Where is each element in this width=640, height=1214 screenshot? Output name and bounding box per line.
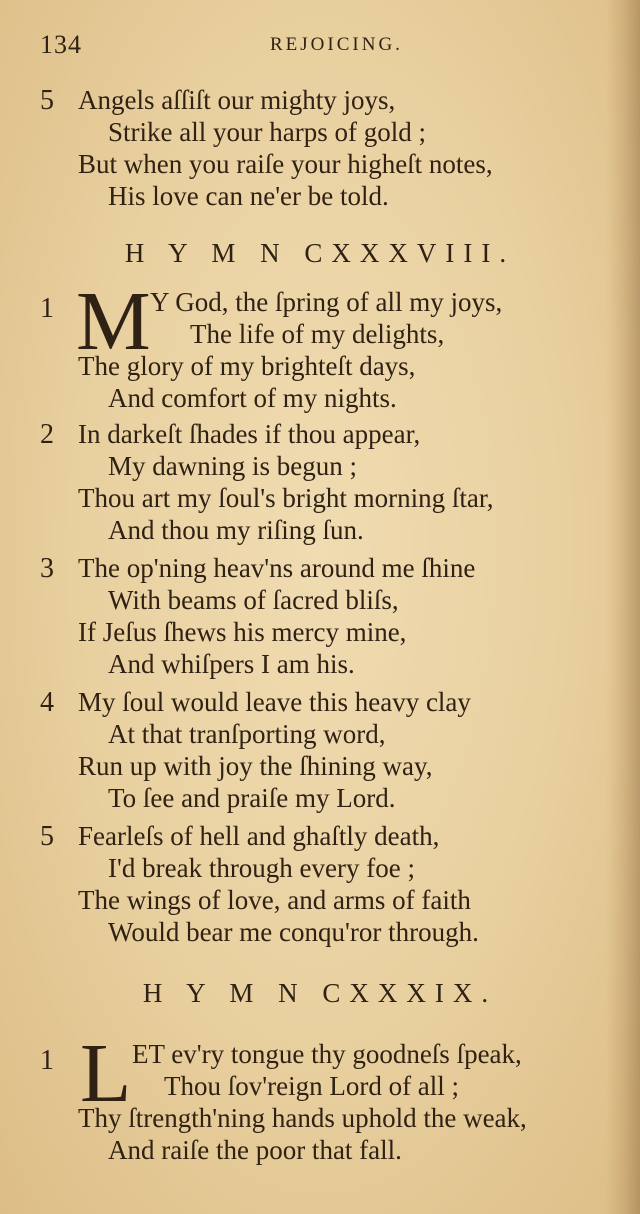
verse-line: To ſee and praiſe my Lord. xyxy=(108,783,396,813)
verse-line: Strike all your harps of gold ; xyxy=(108,117,426,147)
verse-line: Thou ſov'reign Lord of all ; xyxy=(164,1071,460,1101)
verse-line: Fearleſs of hell and ghaſtly death, xyxy=(78,821,440,851)
verse-line: The op'ning heav'ns around me ſhine xyxy=(78,553,476,583)
stanza-number: 1 xyxy=(40,293,54,324)
page-header xyxy=(40,30,600,60)
stanza-number: 4 xyxy=(40,687,54,718)
verse-line: And whiſpers I am his. xyxy=(108,649,355,679)
verse-line: And comfort of my nights. xyxy=(108,383,397,413)
verse-line: The glory of my brighteſt days, xyxy=(78,351,416,381)
verse-line: ET ev'ry tongue thy goodneſs ſpeak, xyxy=(132,1039,522,1069)
verse-line: Would bear me conqu'ror through. xyxy=(108,917,479,947)
verse-line: But when you raiſe your higheſt notes, xyxy=(78,149,493,179)
verse-line: If Jeſus ſhews his mercy mine, xyxy=(78,617,407,647)
verse-line: At that tranſporting word, xyxy=(108,719,386,749)
verse-line: My ſoul would leave this heavy clay xyxy=(78,687,471,717)
verse-line: Thy ſtrength'ning hands uphold the weak, xyxy=(78,1103,527,1133)
verse-line: Y God, the ſpring of all my joys, xyxy=(150,287,503,317)
verse-line: I'd break through every foe ; xyxy=(108,853,415,883)
drop-cap: M xyxy=(76,275,151,368)
page-number: 134 xyxy=(40,30,82,59)
verse-line: Angels aſſiſt our mighty joys, xyxy=(78,85,396,115)
verse-line: The life of my delights, xyxy=(190,319,445,349)
stanza-number: 5 xyxy=(40,821,54,852)
verse-line: Thou art my ſoul's bright morning ſtar, xyxy=(78,483,494,513)
stanza-number: 5 xyxy=(40,85,54,116)
page-gutter-shadow xyxy=(606,0,640,1214)
verse-line: With beams of ſacred bliſs, xyxy=(108,585,399,615)
hymn-title-139: H Y M N CXXXIX. xyxy=(142,978,498,1008)
drop-cap: L xyxy=(80,1027,132,1120)
verse-line: His love can ne'er be told. xyxy=(108,181,389,211)
verse-line: My dawning is begun ; xyxy=(108,451,357,481)
verse-line: And thou my riſing ſun. xyxy=(108,515,364,545)
verse-line: Run up with joy the ſhining way, xyxy=(78,751,433,781)
verse-line: And raiſe the poor that fall. xyxy=(108,1135,402,1165)
running-head: REJOICING. xyxy=(270,34,403,55)
hymn-title-138: H Y M N CXXXVIII. xyxy=(124,238,516,268)
verse-line: The wings of love, and arms of faith xyxy=(78,885,471,915)
stanza-number: 1 xyxy=(40,1045,54,1076)
stanza-number: 2 xyxy=(40,419,54,450)
verse-line: In darkeſt ſhades if thou appear, xyxy=(78,419,421,449)
stanza-number: 3 xyxy=(40,553,54,584)
